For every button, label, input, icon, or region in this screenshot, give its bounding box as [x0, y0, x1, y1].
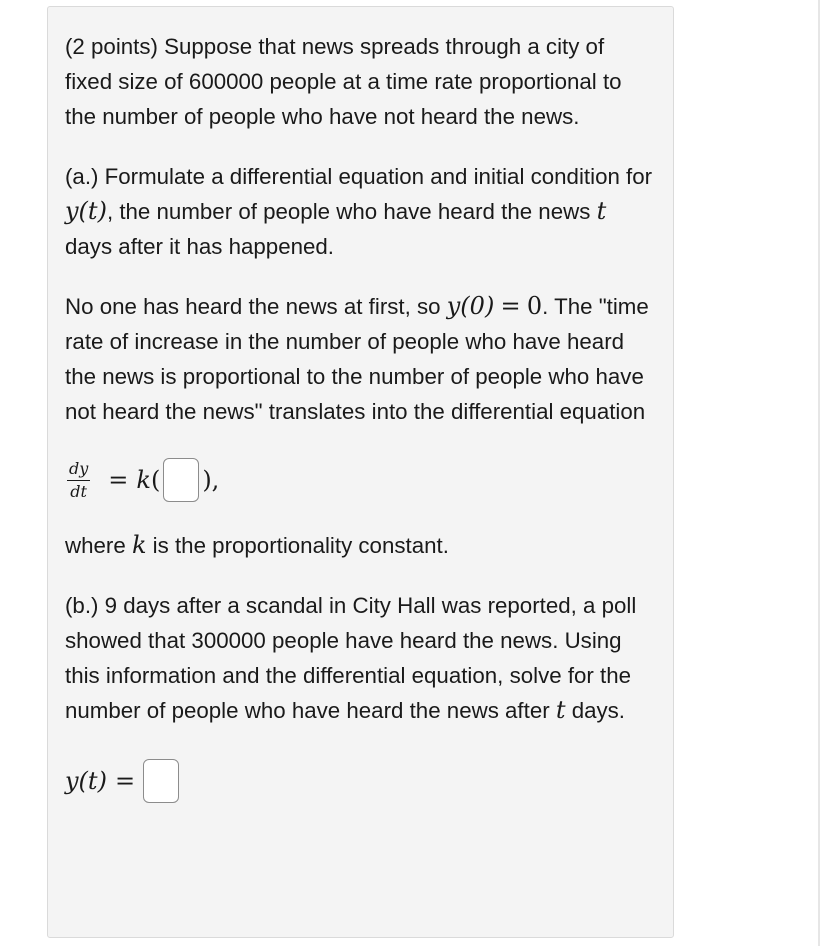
part-a-text-2: , the number of people who have heard the news — [106, 199, 597, 224]
part-a-paragraph — [65, 159, 656, 264]
explanation-text-2: . The "time rate of increase in the number of people who have heard the news is proportional to the number of people who have not heard the news" translates into the differential equation — [65, 294, 649, 424]
differential-equation — [65, 450, 656, 510]
close-paren: ), — [202, 465, 220, 494]
problem-card — [47, 6, 674, 938]
solution-equals: = — [114, 766, 136, 795]
answer-input-rhs[interactable] — [163, 458, 199, 502]
where-k-text-2: is the proportionality constant. — [146, 533, 449, 558]
page-edge-divider — [818, 0, 820, 946]
part-b-text-1: (b.) 9 days after a scandal in City Hall was reported, a poll showed that 300000 people have heard the news. Using this information and the differential equation, solve for the number of people who have heard the news after — [65, 593, 637, 723]
math-t-inline: t — [555, 696, 566, 724]
solution-equation — [65, 751, 656, 811]
math-equals: = — [500, 292, 521, 320]
math-y-of-zero: y(0) — [446, 292, 495, 320]
equation-equals: = — [108, 465, 129, 494]
math-zero: 0 — [526, 292, 543, 320]
math-k: k — [136, 465, 151, 494]
math-y-of-t: y(t) — [65, 197, 107, 225]
math-t: t — [596, 197, 607, 225]
where-k-text-1: where — [65, 533, 132, 558]
math-k-inline: k — [131, 531, 147, 559]
answer-input-y-of-t[interactable] — [143, 759, 179, 803]
part-a-text-3: days after it has happened. — [65, 234, 334, 259]
where-k-paragraph — [65, 528, 656, 563]
math-y-of-t-lhs: y(t) — [65, 766, 107, 795]
explanation-text-1: No one has heard the news at first, so — [65, 294, 447, 319]
open-paren: ( — [150, 465, 161, 494]
explanation-paragraph — [65, 289, 656, 429]
intro-paragraph — [65, 29, 656, 134]
dy-dt-fraction — [67, 460, 90, 501]
part-b-text-2: days. — [565, 698, 626, 723]
part-a-text-1: (a.) Formulate a differential equation and initial condition for — [65, 164, 653, 189]
fraction-numerator: dy — [67, 460, 90, 481]
fraction-denominator: dt — [70, 481, 87, 501]
part-b-paragraph — [65, 588, 656, 728]
intro-text: (2 points) Suppose that news spreads through a city of fixed size of 600000 people at a time rate proportional to the number of people who have not heard the news. — [65, 34, 622, 129]
